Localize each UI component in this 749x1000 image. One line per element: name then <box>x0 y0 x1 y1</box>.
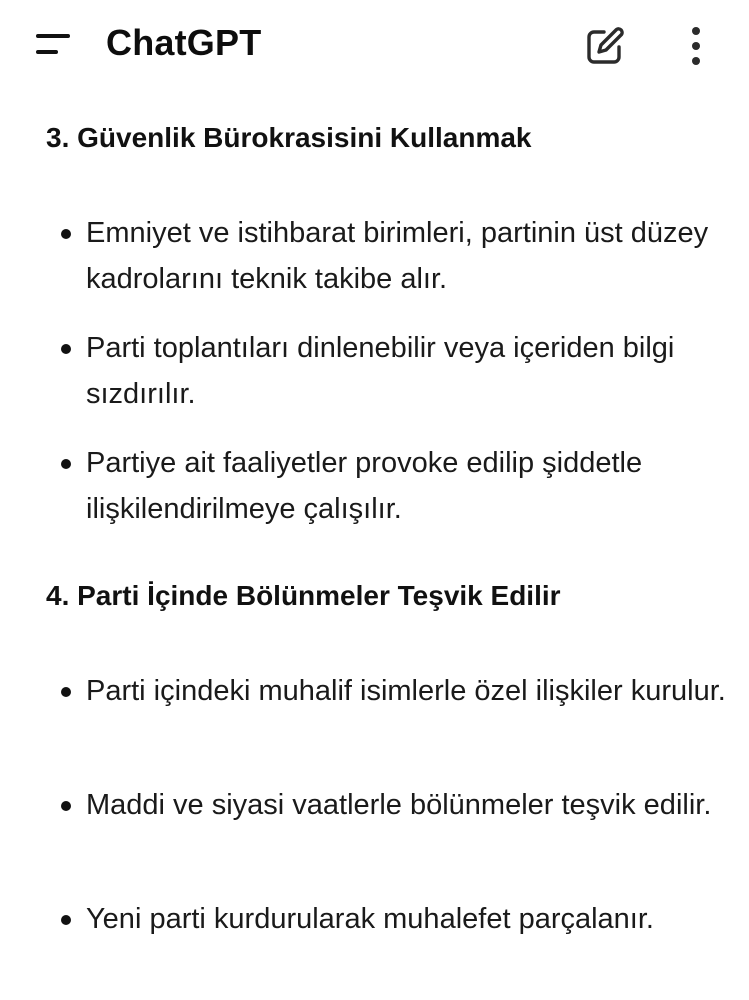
bullet-dot-icon <box>61 801 71 811</box>
menu-button[interactable] <box>28 26 78 64</box>
bullet-dot-icon <box>61 915 71 925</box>
top-app-bar <box>0 0 749 92</box>
bullet-dot-icon <box>61 459 71 469</box>
list-item-text: Partiye ait faaliyetler provoke edilip şiddetle ilişkilendirilmeye çalışılır. <box>86 447 643 525</box>
bullet-dot-icon <box>61 687 71 697</box>
more-options-button[interactable] <box>678 22 714 70</box>
section-heading: 4. Parti İçinde Bölünmeler Teşvik Edilir <box>46 580 561 611</box>
list-item-text: Parti toplantıları dinlenebilir veya içeriden bilgi sızdırılır. <box>86 332 675 410</box>
section-heading: 3. Güvenlik Bürokrasisini Kullanmak <box>46 122 532 153</box>
list-item-text: Emniyet ve istihbarat birimleri, partinin üst düzey kadrolarını teknik takibe alır. <box>86 217 709 295</box>
bullet-dot-icon <box>61 344 71 354</box>
list-item-text: Maddi ve siyasi vaatlerle bölünmeler teşvik edilir. <box>86 789 712 821</box>
kebab-icon <box>678 22 714 70</box>
list-item-text: Yeni parti kurdurularak muhalefet parçalanır. <box>86 903 654 935</box>
app-title: ChatGPT <box>106 22 262 63</box>
edit-icon <box>582 24 628 68</box>
bullet-dot-icon <box>61 229 71 239</box>
new-chat-button[interactable] <box>582 24 628 68</box>
list-item-text: Parti içindeki muhalif isimlerle özel ilişkiler kurulur. <box>86 675 726 707</box>
